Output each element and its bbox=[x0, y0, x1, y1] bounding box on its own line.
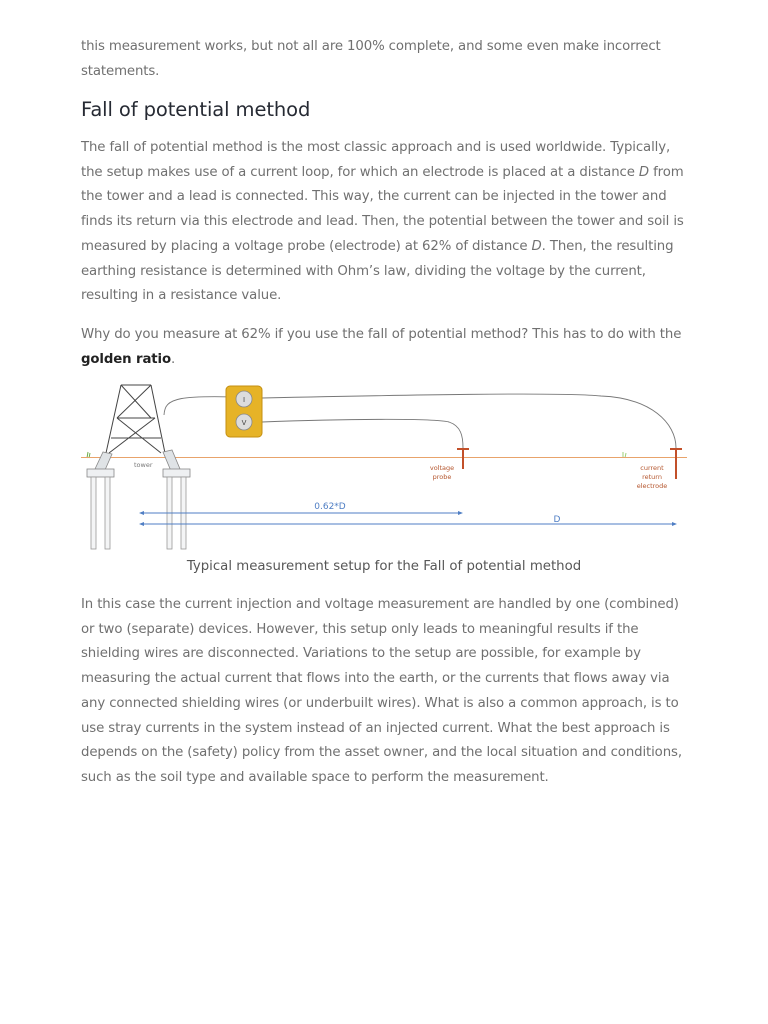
current-return-electrode-label: return bbox=[642, 473, 662, 481]
voltage-lead-wire bbox=[262, 419, 463, 448]
distance-total-label: D bbox=[553, 515, 561, 525]
current-meter-label: I bbox=[242, 396, 246, 404]
golden-ratio-paragraph bbox=[81, 323, 687, 372]
para3-text: In this case the current injection and voltage measurement are handled by one (combined) or two (separate) devices. However, this setup only leads to meaningful results if the shielding wires are disconnected. Variations to the setup are possible, for example by measuring the actual current that flows into the earth, or the currents that flows away via any connected shielding wires (or underbuilt wires). What is also a common approach, is to use stray currents in the system instead of an injected current. What the best approach is depends on the (safety) policy from the asset owner, and the local situation and conditions, such as the soil type and available space to perform the measurement. bbox=[81, 597, 682, 785]
voltage-meter-label: V bbox=[241, 419, 247, 427]
current-return-electrode bbox=[670, 449, 682, 479]
para2-text: Why do you measure at 62% if you use the fall of potential method? This has to do with the bbox=[81, 327, 682, 342]
figure-caption: Typical measurement setup for the Fall of potential method bbox=[186, 559, 582, 574]
voltage-probe-label: voltage bbox=[429, 464, 455, 472]
distance-d-term: D bbox=[638, 164, 650, 180]
distance-probe-dimension bbox=[139, 511, 463, 515]
measurement-setup-figure bbox=[81, 378, 687, 552]
para1-part3: . Then, the resulting earthing resistance is determined with Ohm’s law, dividing the voltage by the current, resulting in a resistance value. bbox=[81, 238, 674, 304]
voltage-probe-electrode bbox=[457, 449, 469, 469]
tower-foundation-left bbox=[87, 452, 114, 549]
voltage-probe-label: probe bbox=[432, 473, 452, 481]
measurement-setup-diagram bbox=[81, 378, 687, 552]
distance-probe-label: 0.62*D bbox=[314, 502, 346, 512]
intro-text: this measurement works, but not all are 100% complete, and some even make incorrect statements. bbox=[81, 39, 661, 79]
tower-lattice bbox=[106, 385, 165, 453]
para1-part2: from the tower and a lead is connected. This way, the current can be injected in the tower and finds its return via this electrode and lead. Then, the potential between the tower and soil is measured by placing a voltage probe (electrode) at 62% of distance bbox=[81, 164, 684, 254]
intro-paragraph bbox=[81, 35, 687, 84]
para1-part1: The fall of potential method is the most classic approach and is used worldwide. Typically, the setup makes use of a current loop, for which an electrode is placed at a distance bbox=[81, 140, 671, 180]
current-return-electrode-label: current bbox=[640, 464, 664, 472]
section-heading: Fall of potential method bbox=[81, 98, 311, 121]
golden-ratio-term: golden ratio bbox=[81, 351, 171, 367]
distance-total-dimension bbox=[139, 522, 677, 526]
measurement-meter bbox=[226, 386, 262, 437]
distance-d-term: D bbox=[531, 238, 542, 254]
para2-end: . bbox=[170, 351, 176, 367]
fall-of-potential-paragraph bbox=[81, 136, 687, 309]
current-return-electrode-label: electrode bbox=[636, 482, 668, 490]
tower-label: tower bbox=[134, 461, 153, 469]
variations-paragraph bbox=[81, 593, 687, 791]
tower-foundation-right bbox=[163, 450, 190, 549]
